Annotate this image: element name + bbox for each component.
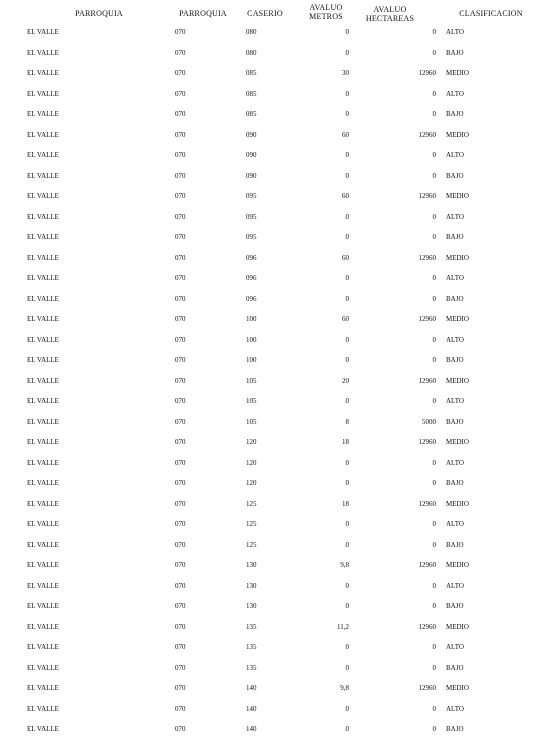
cell-clasificacion: ALTO bbox=[446, 458, 464, 467]
cell-parroquia-code: 070 bbox=[175, 253, 186, 262]
cell-avaluo-hectareas: 0 bbox=[432, 89, 436, 98]
cell-avaluo-metros: 0 bbox=[345, 48, 349, 57]
cell-parroquia-code: 070 bbox=[175, 171, 186, 180]
cell-clasificacion: MEDIO bbox=[446, 69, 469, 77]
cell-clasificacion: MEDIO bbox=[446, 684, 469, 692]
cell-parroquia-name: EL VALLE bbox=[27, 725, 59, 733]
cell-parroquia-name: EL VALLE bbox=[27, 376, 59, 385]
cell-avaluo-hectareas: 0 bbox=[432, 212, 436, 221]
cell-avaluo-hectareas: 0 bbox=[432, 356, 436, 364]
cell-avaluo-metros: 60 bbox=[342, 315, 349, 323]
table-row bbox=[0, 313, 546, 334]
header-avaluo-metros-line2: METROS bbox=[309, 12, 343, 21]
cell-clasificacion: MEDIO bbox=[446, 192, 469, 200]
cell-parroquia-name: EL VALLE bbox=[27, 48, 59, 57]
table-row bbox=[0, 252, 546, 273]
cell-parroquia-name: EL VALLE bbox=[27, 28, 59, 36]
header-avaluo-hectareas-line2: HECTAREAS bbox=[365, 14, 415, 23]
cell-caserio: 105 bbox=[246, 376, 257, 385]
cell-avaluo-hectareas: 0 bbox=[432, 725, 436, 733]
table-row bbox=[0, 518, 546, 539]
cell-caserio: 130 bbox=[246, 581, 257, 590]
cell-parroquia-code: 070 bbox=[175, 274, 186, 282]
table-row bbox=[0, 621, 546, 642]
cell-parroquia-name: EL VALLE bbox=[27, 151, 59, 159]
cell-caserio: 095 bbox=[246, 192, 257, 200]
cell-avaluo-metros: 9,8 bbox=[340, 561, 349, 569]
cell-caserio: 096 bbox=[246, 253, 257, 262]
cell-avaluo-hectareas: 0 bbox=[432, 704, 436, 713]
cell-parroquia-code: 070 bbox=[175, 69, 186, 77]
cell-parroquia-code: 070 bbox=[175, 192, 186, 200]
table-row bbox=[0, 26, 546, 47]
cell-avaluo-hectareas: 12960 bbox=[418, 69, 436, 77]
cell-caserio: 100 bbox=[246, 335, 257, 344]
cell-clasificacion: MEDIO bbox=[446, 315, 469, 323]
cell-avaluo-metros: 18 bbox=[342, 499, 349, 508]
cell-avaluo-metros: 0 bbox=[345, 520, 349, 528]
cell-parroquia-code: 070 bbox=[175, 151, 186, 159]
cell-clasificacion: MEDIO bbox=[446, 438, 469, 446]
table-row bbox=[0, 436, 546, 457]
cell-parroquia-name: EL VALLE bbox=[27, 397, 59, 405]
cell-parroquia-name: EL VALLE bbox=[27, 110, 59, 118]
cell-caserio: 130 bbox=[246, 602, 257, 610]
cell-parroquia-name: EL VALLE bbox=[27, 274, 59, 282]
cell-clasificacion: MEDIO bbox=[446, 253, 469, 262]
cell-clasificacion: BAJO bbox=[446, 233, 464, 241]
table-row bbox=[0, 641, 546, 662]
cell-parroquia-name: EL VALLE bbox=[27, 622, 59, 631]
table-row bbox=[0, 354, 546, 375]
cell-clasificacion: ALTO bbox=[446, 643, 464, 651]
cell-parroquia-name: EL VALLE bbox=[27, 417, 59, 426]
cell-parroquia-name: EL VALLE bbox=[27, 335, 59, 344]
cell-parroquia-code: 070 bbox=[175, 356, 186, 364]
cell-clasificacion: BAJO bbox=[446, 417, 464, 426]
cell-parroquia-code: 070 bbox=[175, 89, 186, 98]
cell-clasificacion: MEDIO bbox=[446, 622, 469, 631]
cell-caserio: 085 bbox=[246, 89, 257, 98]
cell-clasificacion: ALTO bbox=[446, 274, 464, 282]
table-row bbox=[0, 395, 546, 416]
cell-avaluo-hectareas: 0 bbox=[432, 233, 436, 241]
table-row bbox=[0, 190, 546, 211]
cell-avaluo-metros: 60 bbox=[342, 130, 349, 139]
cell-caserio: 135 bbox=[246, 622, 257, 631]
cell-caserio: 125 bbox=[246, 540, 257, 549]
table-row bbox=[0, 170, 546, 191]
header-avaluo-metros-line1: AVALUO bbox=[309, 3, 343, 12]
cell-parroquia-code: 070 bbox=[175, 499, 186, 508]
table-row bbox=[0, 88, 546, 109]
cell-caserio: 140 bbox=[246, 725, 257, 733]
table-row bbox=[0, 67, 546, 88]
cell-parroquia-name: EL VALLE bbox=[27, 643, 59, 651]
cell-caserio: 095 bbox=[246, 212, 257, 221]
cell-caserio: 085 bbox=[246, 69, 257, 77]
cell-avaluo-metros: 0 bbox=[345, 704, 349, 713]
cell-parroquia-name: EL VALLE bbox=[27, 479, 59, 487]
cell-parroquia-code: 070 bbox=[175, 315, 186, 323]
table-row bbox=[0, 600, 546, 621]
cell-clasificacion: BAJO bbox=[446, 663, 464, 672]
cell-clasificacion: BAJO bbox=[446, 540, 464, 549]
cell-caserio: 140 bbox=[246, 704, 257, 713]
cell-caserio: 135 bbox=[246, 643, 257, 651]
cell-parroquia-code: 070 bbox=[175, 417, 186, 426]
cell-avaluo-metros: 0 bbox=[345, 110, 349, 118]
cell-clasificacion: ALTO bbox=[446, 397, 464, 405]
cell-caserio: 125 bbox=[246, 520, 257, 528]
header-parroquia-code: PARROQUIA bbox=[179, 9, 227, 18]
cell-parroquia-name: EL VALLE bbox=[27, 581, 59, 590]
cell-avaluo-metros: 11,2 bbox=[337, 622, 349, 631]
cell-parroquia-code: 070 bbox=[175, 540, 186, 549]
cell-clasificacion: MEDIO bbox=[446, 130, 469, 139]
cell-parroquia-code: 070 bbox=[175, 438, 186, 446]
cell-parroquia-code: 070 bbox=[175, 335, 186, 344]
cell-parroquia-code: 070 bbox=[175, 28, 186, 36]
cell-avaluo-metros: 0 bbox=[345, 540, 349, 549]
cell-parroquia-name: EL VALLE bbox=[27, 171, 59, 180]
cell-parroquia-code: 070 bbox=[175, 622, 186, 631]
cell-parroquia-code: 070 bbox=[175, 130, 186, 139]
cell-parroquia-name: EL VALLE bbox=[27, 499, 59, 508]
cell-avaluo-metros: 0 bbox=[345, 28, 349, 36]
cell-parroquia-code: 070 bbox=[175, 233, 186, 241]
cell-avaluo-metros: 0 bbox=[345, 643, 349, 651]
cell-caserio: 120 bbox=[246, 438, 257, 446]
cell-caserio: 120 bbox=[246, 458, 257, 467]
cell-parroquia-name: EL VALLE bbox=[27, 520, 59, 528]
table-row bbox=[0, 231, 546, 252]
cell-clasificacion: BAJO bbox=[446, 110, 464, 118]
cell-avaluo-hectareas: 12960 bbox=[418, 499, 436, 508]
table-row bbox=[0, 682, 546, 703]
cell-clasificacion: BAJO bbox=[446, 356, 464, 364]
header-clasificacion: CLASIFICACION bbox=[459, 9, 523, 18]
table-row bbox=[0, 723, 546, 744]
table-row bbox=[0, 293, 546, 314]
cell-avaluo-metros: 30 bbox=[342, 69, 349, 77]
cell-parroquia-code: 070 bbox=[175, 725, 186, 733]
cell-avaluo-metros: 0 bbox=[345, 171, 349, 180]
cell-avaluo-metros: 0 bbox=[345, 397, 349, 405]
cell-avaluo-metros: 60 bbox=[342, 253, 349, 262]
cell-avaluo-hectareas: 0 bbox=[432, 479, 436, 487]
cell-parroquia-code: 070 bbox=[175, 458, 186, 467]
cell-clasificacion: MEDIO bbox=[446, 561, 469, 569]
cell-parroquia-name: EL VALLE bbox=[27, 458, 59, 467]
table-row bbox=[0, 272, 546, 293]
cell-avaluo-metros: 18 bbox=[342, 438, 349, 446]
cell-parroquia-name: EL VALLE bbox=[27, 315, 59, 323]
cell-caserio: 090 bbox=[246, 151, 257, 159]
cell-caserio: 135 bbox=[246, 663, 257, 672]
table-row bbox=[0, 47, 546, 68]
cell-parroquia-name: EL VALLE bbox=[27, 89, 59, 98]
cell-parroquia-name: EL VALLE bbox=[27, 253, 59, 262]
cell-parroquia-name: EL VALLE bbox=[27, 684, 59, 692]
cell-avaluo-hectareas: 0 bbox=[432, 663, 436, 672]
cell-parroquia-name: EL VALLE bbox=[27, 561, 59, 569]
cell-avaluo-metros: 8 bbox=[345, 417, 349, 426]
cell-parroquia-code: 070 bbox=[175, 48, 186, 57]
cell-parroquia-code: 070 bbox=[175, 376, 186, 385]
cell-caserio: 090 bbox=[246, 171, 257, 180]
cell-parroquia-name: EL VALLE bbox=[27, 212, 59, 221]
cell-parroquia-name: EL VALLE bbox=[27, 602, 59, 610]
cell-parroquia-name: EL VALLE bbox=[27, 130, 59, 139]
cell-parroquia-code: 070 bbox=[175, 110, 186, 118]
cell-parroquia-code: 070 bbox=[175, 212, 186, 221]
cell-avaluo-hectareas: 12960 bbox=[418, 192, 436, 200]
cell-avaluo-hectareas: 0 bbox=[432, 397, 436, 405]
cell-parroquia-code: 070 bbox=[175, 294, 186, 303]
cell-caserio: 096 bbox=[246, 274, 257, 282]
cell-avaluo-metros: 0 bbox=[345, 725, 349, 733]
cell-avaluo-hectareas: 12960 bbox=[418, 253, 436, 262]
cell-avaluo-hectareas: 0 bbox=[432, 540, 436, 549]
cell-avaluo-hectareas: 12960 bbox=[418, 622, 436, 631]
cell-avaluo-hectareas: 12960 bbox=[418, 130, 436, 139]
cell-caserio: 100 bbox=[246, 315, 257, 323]
cell-avaluo-metros: 9,8 bbox=[340, 684, 349, 692]
header-avaluo-hectareas-line1: AVALUO bbox=[373, 5, 407, 14]
cell-clasificacion: BAJO bbox=[446, 48, 464, 57]
cell-avaluo-metros: 0 bbox=[345, 581, 349, 590]
cell-avaluo-metros: 0 bbox=[345, 151, 349, 159]
cell-avaluo-metros: 0 bbox=[345, 233, 349, 241]
table-row bbox=[0, 477, 546, 498]
cell-clasificacion: MEDIO bbox=[446, 376, 469, 385]
cell-parroquia-code: 070 bbox=[175, 643, 186, 651]
table-row bbox=[0, 498, 546, 519]
table-row bbox=[0, 703, 546, 724]
header-parroquia-name: PARROQUIA bbox=[75, 9, 123, 18]
cell-avaluo-metros: 0 bbox=[345, 294, 349, 303]
cell-caserio: 080 bbox=[246, 28, 257, 36]
cell-avaluo-hectareas: 5000 bbox=[422, 417, 436, 426]
cell-avaluo-metros: 0 bbox=[345, 602, 349, 610]
cell-avaluo-metros: 0 bbox=[345, 274, 349, 282]
cell-parroquia-code: 070 bbox=[175, 663, 186, 672]
cell-parroquia-code: 070 bbox=[175, 684, 186, 692]
cell-avaluo-hectareas: 12960 bbox=[418, 684, 436, 692]
table-row bbox=[0, 129, 546, 150]
cell-avaluo-metros: 0 bbox=[345, 356, 349, 364]
cell-caserio: 100 bbox=[246, 356, 257, 364]
cell-clasificacion: ALTO bbox=[446, 89, 464, 98]
cell-avaluo-hectareas: 0 bbox=[432, 520, 436, 528]
cell-avaluo-hectareas: 0 bbox=[432, 28, 436, 36]
cell-avaluo-hectareas: 0 bbox=[432, 294, 436, 303]
cell-parroquia-code: 070 bbox=[175, 581, 186, 590]
cell-clasificacion: BAJO bbox=[446, 725, 464, 733]
table-body bbox=[0, 26, 546, 744]
table-row bbox=[0, 375, 546, 396]
cell-caserio: 090 bbox=[246, 130, 257, 139]
cell-caserio: 125 bbox=[246, 499, 257, 508]
cell-parroquia-name: EL VALLE bbox=[27, 192, 59, 200]
cell-caserio: 130 bbox=[246, 561, 257, 569]
cell-clasificacion: BAJO bbox=[446, 479, 464, 487]
cell-avaluo-metros: 20 bbox=[342, 376, 349, 385]
table-row bbox=[0, 334, 546, 355]
cell-caserio: 085 bbox=[246, 110, 257, 118]
cell-parroquia-name: EL VALLE bbox=[27, 438, 59, 446]
cell-clasificacion: MEDIO bbox=[446, 499, 469, 508]
cell-avaluo-hectareas: 0 bbox=[432, 458, 436, 467]
cell-caserio: 120 bbox=[246, 479, 257, 487]
table-row bbox=[0, 662, 546, 683]
header-caserio: CASERIO bbox=[247, 9, 283, 18]
cell-parroquia-code: 070 bbox=[175, 397, 186, 405]
cell-avaluo-hectareas: 0 bbox=[432, 643, 436, 651]
cell-parroquia-code: 070 bbox=[175, 602, 186, 610]
cell-avaluo-hectareas: 0 bbox=[432, 110, 436, 118]
cell-avaluo-hectareas: 0 bbox=[432, 48, 436, 57]
cell-caserio: 105 bbox=[246, 397, 257, 405]
table-row bbox=[0, 457, 546, 478]
cell-caserio: 080 bbox=[246, 48, 257, 57]
cell-avaluo-metros: 0 bbox=[345, 89, 349, 98]
table-row bbox=[0, 416, 546, 437]
cell-parroquia-name: EL VALLE bbox=[27, 663, 59, 672]
cell-caserio: 095 bbox=[246, 233, 257, 241]
cell-parroquia-name: EL VALLE bbox=[27, 356, 59, 364]
cell-avaluo-hectareas: 0 bbox=[432, 581, 436, 590]
cell-clasificacion: ALTO bbox=[446, 581, 464, 590]
cell-clasificacion: BAJO bbox=[446, 171, 464, 180]
cell-avaluo-hectareas: 0 bbox=[432, 335, 436, 344]
cell-parroquia-name: EL VALLE bbox=[27, 233, 59, 241]
cell-avaluo-hectareas: 0 bbox=[432, 151, 436, 159]
cell-clasificacion: BAJO bbox=[446, 294, 464, 303]
cell-avaluo-hectareas: 12960 bbox=[418, 315, 436, 323]
cell-avaluo-hectareas: 0 bbox=[432, 274, 436, 282]
cell-avaluo-metros: 0 bbox=[345, 479, 349, 487]
table-row bbox=[0, 108, 546, 129]
cell-avaluo-metros: 0 bbox=[345, 335, 349, 344]
cell-caserio: 096 bbox=[246, 294, 257, 303]
table-row bbox=[0, 539, 546, 560]
cell-caserio: 140 bbox=[246, 684, 257, 692]
cell-avaluo-hectareas: 12960 bbox=[418, 376, 436, 385]
cell-parroquia-name: EL VALLE bbox=[27, 294, 59, 303]
cell-caserio: 105 bbox=[246, 417, 257, 426]
cell-parroquia-code: 070 bbox=[175, 704, 186, 713]
cell-avaluo-hectareas: 12960 bbox=[418, 438, 436, 446]
cell-clasificacion: ALTO bbox=[446, 335, 464, 344]
cell-clasificacion: ALTO bbox=[446, 151, 464, 159]
table-row bbox=[0, 211, 546, 232]
cell-parroquia-name: EL VALLE bbox=[27, 69, 59, 77]
cell-avaluo-hectareas: 0 bbox=[432, 602, 436, 610]
cell-clasificacion: ALTO bbox=[446, 704, 464, 713]
cell-avaluo-metros: 0 bbox=[345, 212, 349, 221]
cell-clasificacion: ALTO bbox=[446, 28, 464, 36]
cell-parroquia-name: EL VALLE bbox=[27, 704, 59, 713]
cell-clasificacion: BAJO bbox=[446, 602, 464, 610]
cell-clasificacion: ALTO bbox=[446, 212, 464, 221]
cell-avaluo-metros: 0 bbox=[345, 663, 349, 672]
cell-parroquia-name: EL VALLE bbox=[27, 540, 59, 549]
table-row bbox=[0, 580, 546, 601]
cell-avaluo-metros: 0 bbox=[345, 458, 349, 467]
cell-avaluo-hectareas: 12960 bbox=[418, 561, 436, 569]
cell-avaluo-metros: 60 bbox=[342, 192, 349, 200]
cell-parroquia-code: 070 bbox=[175, 479, 186, 487]
cell-avaluo-hectareas: 0 bbox=[432, 171, 436, 180]
cell-parroquia-code: 070 bbox=[175, 561, 186, 569]
cell-parroquia-code: 070 bbox=[175, 520, 186, 528]
table-row bbox=[0, 559, 546, 580]
table-row bbox=[0, 149, 546, 170]
cell-clasificacion: ALTO bbox=[446, 520, 464, 528]
